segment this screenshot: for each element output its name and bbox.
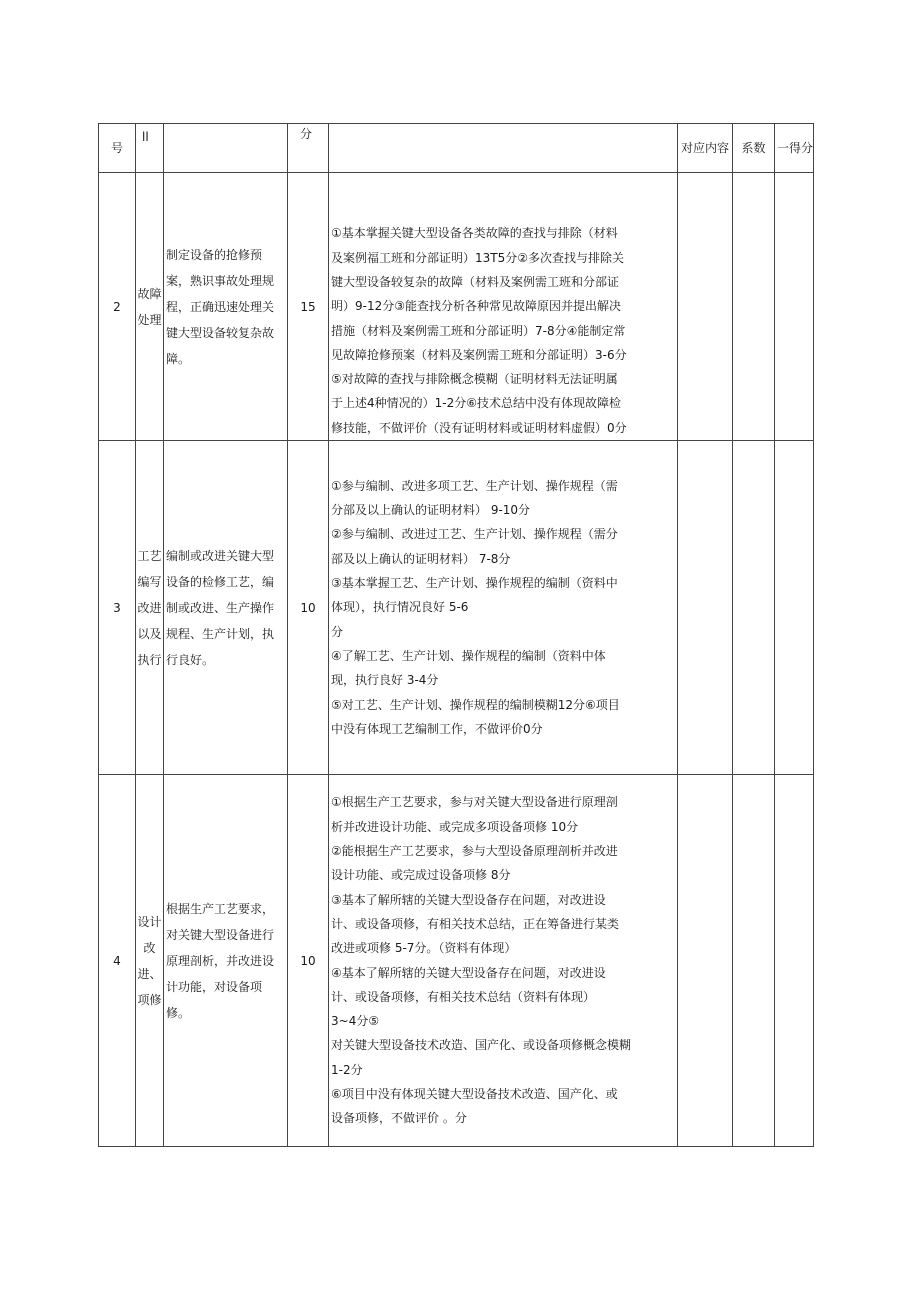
header-coefficient: 系数 <box>733 124 775 173</box>
header-criteria <box>329 124 678 173</box>
criteria-line: 对关键大型设备技术改造、国产化、或设备项修概念模糊 <box>331 1038 632 1053</box>
row-score: 10 <box>288 441 329 775</box>
criteria-line: 计、或设备项修，有相关技术总结，正在筹备进行某类 <box>331 916 620 931</box>
criteria-line: ②能根据生产工艺要求，参与大型设备原理剖析并改进 <box>331 844 618 859</box>
row-content <box>678 173 733 441</box>
row-got-score <box>775 173 814 441</box>
criteria-line: 中没有体现工艺编制工作，不做评价0分 <box>331 721 543 736</box>
criteria-line: ②参与编制、改进过工艺、生产计划、操作规程（需分 <box>331 527 618 542</box>
criteria-line: 计、或设备项修，有相关技术总结（资料有体现） <box>331 989 596 1004</box>
criteria-line: ⑤对故障的查找与排除概念模糊（证明材料无法证明属 <box>331 372 618 387</box>
row-requirement: 根据生产工艺要求，对关键大型设备进行原理剖析，并改进设计功能，对设备项修。 <box>164 775 288 1147</box>
criteria-line: ①根据生产工艺要求，参与对关键大型设备进行原理剖 <box>331 795 618 810</box>
header-row <box>99 124 814 173</box>
criteria-line: 键大型设备较复杂的故障（材料及案例需工班和分部证 <box>331 274 620 289</box>
row-item: 故障处理 <box>136 173 164 441</box>
table-row <box>99 173 814 441</box>
criteria-line: ③基本了解所辖的关键大型设备存在问题，对改进设 <box>331 892 606 907</box>
criteria-line: 分 <box>331 624 344 639</box>
criteria-line: ①基本掌握关键大型设备各类故障的查找与排除（材料 <box>331 226 618 241</box>
criteria-line: 修技能，不做评价（没有证明材料或证明材料虚假）0分 <box>331 420 627 435</box>
criteria-line: 1-2分 <box>331 1062 363 1077</box>
table-row <box>99 441 814 775</box>
row-score: 15 <box>288 173 329 441</box>
row-criteria <box>329 173 678 441</box>
header-no: 号 <box>99 124 136 173</box>
criteria-line: ③基本掌握工艺、生产计划、操作规程的编制（资料中 <box>331 576 618 591</box>
criteria-line: ④基本了解所辖的关键大型设备存在问题，对改进设 <box>331 965 606 980</box>
scoring-table <box>98 123 814 1147</box>
criteria-line: 3~4分⑤ <box>331 1014 380 1029</box>
criteria-line: 及案例福工班和分部证明）13T5分②多次查找与排除关 <box>331 250 624 265</box>
row-content <box>678 775 733 1147</box>
criteria-line: ④了解工艺、生产计划、操作规程的编制（资料中体 <box>331 648 606 663</box>
row-got-score <box>775 775 814 1147</box>
row-item: 工艺编写改进以及执行 <box>136 441 164 775</box>
row-content <box>678 441 733 775</box>
header-requirement <box>164 124 288 173</box>
row-got-score <box>775 441 814 775</box>
criteria-line: 析并改进设计功能、或完成多项设备项修 10分 <box>331 819 579 834</box>
row-requirement: 制定设备的抢修预案，熟识事故处理规程，正确迅速处理关键大型设备较复杂故障。 <box>164 173 288 441</box>
row-criteria <box>329 441 678 775</box>
header-content: 对应内容 <box>678 124 733 173</box>
criteria-line: ⑤对工艺、生产计划、操作规程的编制模糊12分⑥项目 <box>331 697 620 712</box>
row-coefficient <box>733 441 775 775</box>
criteria-line: 措施（材料及案例需工班和分部证明）7-8分④能制定常 <box>331 323 626 338</box>
criteria-line: 设计功能、或完成过设备项修 8分 <box>331 868 511 883</box>
criteria-line: 部及以上确认的证明材料） 7-8分 <box>331 551 511 566</box>
row-coefficient <box>733 173 775 441</box>
criteria-line: 于上述4种情况的）1-2分⑥技术总结中没有体现故障检 <box>331 396 621 411</box>
row-criteria <box>329 775 678 1147</box>
table-row <box>99 775 814 1147</box>
header-item: ll <box>136 124 164 173</box>
row-number: 3 <box>99 441 136 775</box>
criteria-line: ⑥项目中没有体现关键大型设备技术改造、国产化、或 <box>331 1086 618 1101</box>
header-got-score: 一得分 <box>775 124 814 173</box>
criteria-line: 现，执行良好 3-4分 <box>331 673 439 688</box>
criteria-line: ①参与编制、改进多项工艺、生产计划、操作规程（需 <box>331 478 618 493</box>
header-score: 分 <box>288 124 329 173</box>
row-requirement: 编制或改进关键大型设备的检修工艺，编制或改进、生产操作规程、生产计划，执行良好。 <box>164 441 288 775</box>
criteria-line: 明）9-12分③能查找分析各种常见故障原因并提出解决 <box>331 299 621 314</box>
criteria-line: 分部及以上确认的证明材料） 9-10分 <box>331 503 531 518</box>
criteria-line: 设备项修，不做评价 。分 <box>331 1111 467 1126</box>
row-score: 10 <box>288 775 329 1147</box>
criteria-line: 体现），执行情况良好 5-6 <box>331 600 469 615</box>
row-number: 2 <box>99 173 136 441</box>
criteria-line: 见故障抢修预案（材料及案例需工班和分部证明）3-6分 <box>331 347 627 362</box>
row-number: 4 <box>99 775 136 1147</box>
row-coefficient <box>733 775 775 1147</box>
row-item: 设计改进、项修 <box>136 775 164 1147</box>
criteria-line: 改进或项修 5-7分。（资料有体现） <box>331 941 517 956</box>
